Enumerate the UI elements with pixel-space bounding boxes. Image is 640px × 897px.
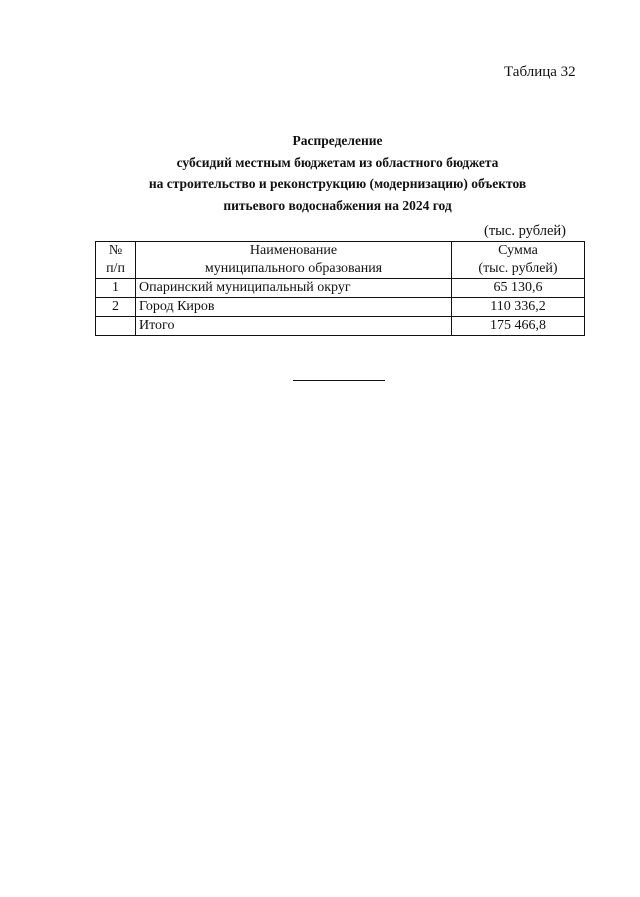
row-sum: 65 130,6 <box>452 279 585 298</box>
row-municipality: Город Киров <box>136 298 452 317</box>
total-number <box>96 317 136 336</box>
total-label: Итого <box>136 317 452 336</box>
title-line: субсидий местным бюджетам из областного бюджета <box>176 154 499 170</box>
total-row <box>96 317 585 336</box>
distribution-table <box>95 241 585 336</box>
table-row <box>96 279 585 298</box>
header-name <box>136 242 452 279</box>
row-municipality: Опаринский муниципальный округ <box>136 279 452 298</box>
header-number-line2: п/п <box>106 261 125 276</box>
row-sum: 110 336,2 <box>452 298 585 317</box>
header-sum <box>452 242 585 279</box>
header-sum-line1: Сумма <box>498 243 538 258</box>
title-line: питьевого водоснабжения на 2024 год <box>223 197 452 213</box>
header-number <box>96 242 136 279</box>
units-note: (тыс. рублей) <box>484 223 566 239</box>
table-row <box>96 298 585 317</box>
header-sum-line2: (тыс. рублей) <box>478 261 558 276</box>
header-name-line1: Наименование <box>249 243 338 258</box>
total-sum: 175 466,8 <box>452 317 585 336</box>
title-line: на строительство и реконструкцию (модернизацию) объектов <box>148 176 527 191</box>
row-number: 2 <box>96 298 136 317</box>
title-line: Распределение <box>292 133 383 148</box>
row-number: 1 <box>96 279 136 298</box>
table-header-row <box>96 242 585 279</box>
header-name-line2: муниципального образования <box>204 261 383 276</box>
document-title <box>0 130 640 216</box>
header-number-line1: № <box>108 243 123 258</box>
end-divider <box>293 380 385 381</box>
table-number-label: Таблица 32 <box>504 64 576 80</box>
